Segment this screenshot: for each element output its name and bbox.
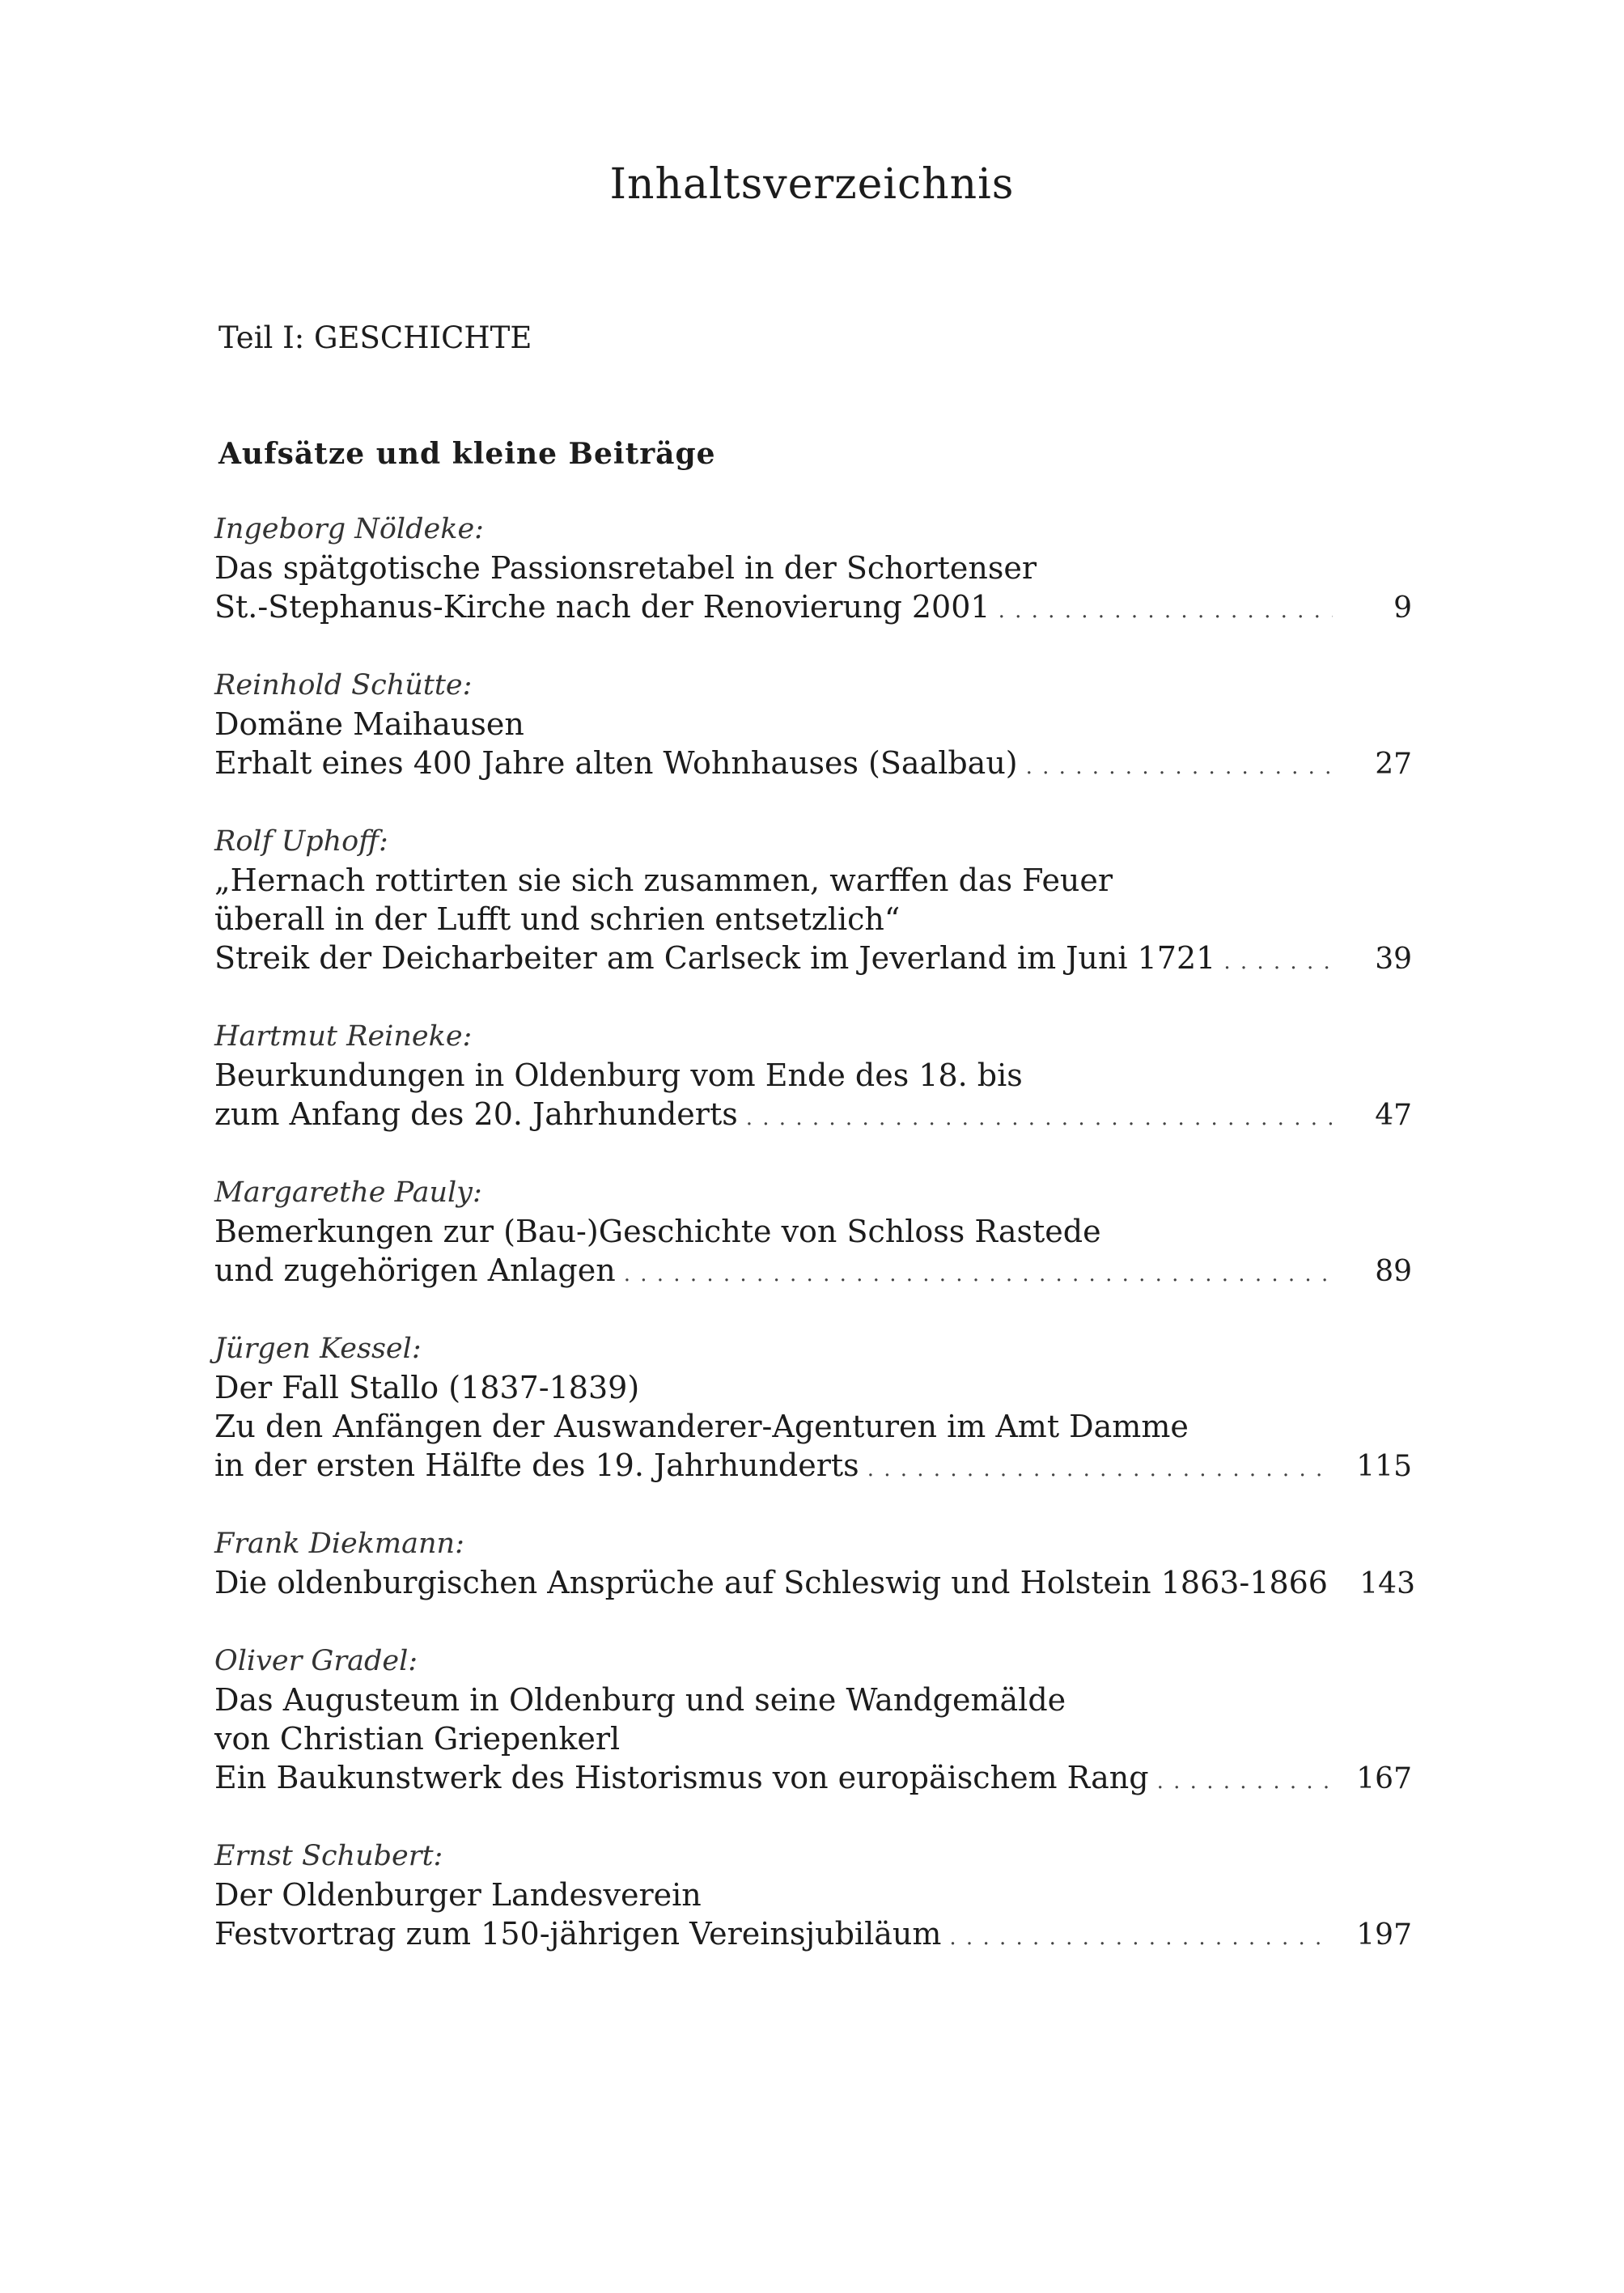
toc-entry: [214, 822, 1412, 981]
entry-title-line: Der Fall Stallo (1837-1839): [214, 1370, 640, 1405]
entry-final-line: [214, 1095, 1412, 1138]
dot-leader: [624, 1255, 1333, 1294]
dot-leader: [999, 591, 1333, 630]
entry-final-line: [214, 587, 1412, 630]
entry-title-line: „Hernach rottirten sie sich zusammen, warffen das Feuer: [214, 863, 1113, 898]
entry-author: Hartmut Reineke:: [214, 1020, 473, 1053]
entry-title-line: Beurkundungen in Oldenburg vom Ende des 18. bis: [214, 1057, 1023, 1093]
toc-entry: [214, 1017, 1412, 1138]
entry-title-line: St.-Stephanus-Kirche nach der Renovierung 2001: [214, 589, 990, 625]
toc-entry: [214, 1524, 1415, 1606]
page-number: 197: [1356, 1918, 1412, 1952]
entry-author: Reinhold Schütte:: [214, 669, 473, 701]
entry-final-line: [214, 1251, 1412, 1294]
entry-title-line: Die oldenburgischen Ansprüche auf Schleswig und Holstein 1863-1866: [214, 1565, 1328, 1600]
entry-title-line: Festvortrag zum 150-jährigen Vereinsjubiläum: [214, 1916, 942, 1952]
entry-title-line: zum Anfang des 20. Jahrhunderts: [214, 1096, 738, 1132]
entry-author: Ingeborg Nöldeke:: [214, 513, 484, 545]
toc-entry: [214, 1173, 1412, 1294]
dot-leader: [867, 1450, 1333, 1489]
page-number: 115: [1356, 1450, 1412, 1483]
entry-final-line: [214, 1446, 1412, 1489]
toc-entry: [214, 1329, 1412, 1489]
page-number: 27: [1375, 748, 1412, 781]
page-number: 89: [1375, 1255, 1412, 1288]
entry-author: Ernst Schubert:: [214, 1840, 443, 1872]
toc-entry: [214, 666, 1412, 786]
dot-leader: [1157, 1762, 1333, 1801]
page-number: 9: [1393, 591, 1412, 625]
entry-author: Jürgen Kessel:: [214, 1333, 422, 1365]
page-number: 47: [1375, 1099, 1412, 1132]
entry-author: Margarethe Pauly:: [214, 1176, 482, 1209]
entry-final-line: [214, 939, 1412, 981]
entry-title-line: Zu den Anfängen der Auswanderer-Agenturen im Amt Damme: [214, 1409, 1189, 1444]
dot-leader: [1026, 748, 1333, 786]
entry-title-line: Streik der Deicharbeiter am Carlseck im Jeverland im Juni 1721: [214, 940, 1216, 976]
entry-final-line: [214, 1914, 1412, 1957]
entry-title-line: Ein Baukunstwerk des Historismus von europäischem Rang: [214, 1760, 1149, 1795]
entry-title-line: und zugehörigen Anlagen: [214, 1252, 616, 1288]
dot-leader: [1223, 943, 1333, 981]
part-heading: Teil I: GESCHICHTE: [218, 320, 532, 355]
dot-leader: [949, 1918, 1333, 1957]
entry-title-line: Domäne Maihausen: [214, 706, 524, 742]
entry-title-line: Bemerkungen zur (Bau-)Geschichte von Schloss Rastede: [214, 1214, 1101, 1249]
section-heading: Aufsätze und kleine Beiträge: [218, 437, 716, 471]
toc-entry: [214, 1837, 1412, 1957]
entry-title-line: Das spätgotische Passionsretabel in der Schortenser: [214, 550, 1037, 586]
entry-final-line: [214, 1563, 1415, 1606]
page-title: Inhaltsverzeichnis: [609, 160, 1015, 209]
toc-entry: [214, 1642, 1412, 1801]
entry-title-line: Der Oldenburger Landesverein: [214, 1877, 702, 1913]
entry-title-line: Erhalt eines 400 Jahre alten Wohnhauses (Saalbau): [214, 745, 1018, 781]
page-number: 167: [1356, 1762, 1412, 1795]
entry-title-line: Das Augusteum in Oldenburg und seine Wandgemälde: [214, 1682, 1066, 1718]
entry-title-line: überall in der Lufft und schrien entsetzlich“: [214, 901, 901, 937]
entry-author: Oliver Gradel:: [214, 1645, 418, 1677]
entry-title-line: von Christian Griepenkerl: [214, 1721, 621, 1757]
toc-entry: [214, 510, 1412, 630]
entry-author: Rolf Uphoff:: [214, 825, 388, 858]
toc-list: [214, 510, 1415, 1993]
entry-title-line: in der ersten Hälfte des 19. Jahrhunderts: [214, 1447, 859, 1483]
entry-final-line: [214, 1758, 1412, 1801]
entry-author: Frank Diekmann:: [214, 1528, 464, 1560]
page-number: 39: [1375, 943, 1412, 976]
entry-final-line: [214, 744, 1412, 786]
page-number: 143: [1359, 1567, 1415, 1600]
dot-leader: [746, 1099, 1333, 1138]
